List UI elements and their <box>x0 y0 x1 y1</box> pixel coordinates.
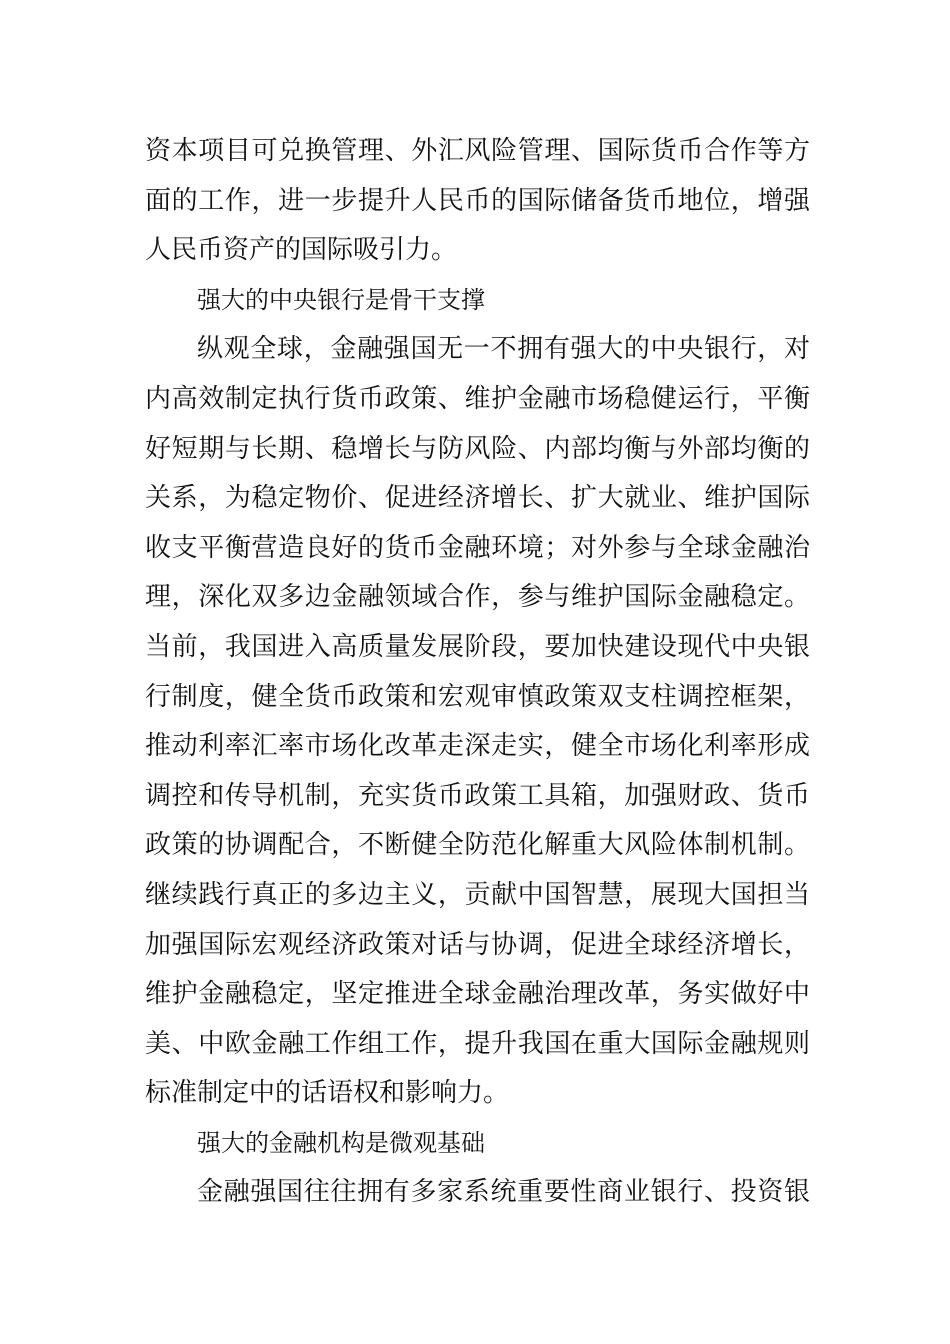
text-line: 加强国际宏观经济政策对话与协调，促进全球经济增长， <box>145 929 810 960</box>
section-heading: 强大的金融机构是微观基础 <box>197 1128 485 1157</box>
document-body <box>145 127 810 1218</box>
text-line: 收支平衡营造良好的货币金融环境；对外参与全球金融治 <box>145 532 810 563</box>
text-line: 人民币资产的国际吸引力。 <box>145 235 458 266</box>
text-line: 推动利率汇率市场化改革走深走实，健全市场化利率形成 <box>145 731 810 762</box>
text-line: 行制度，健全货币政策和宏观审慎政策双支柱调控框架， <box>145 681 810 712</box>
text-line: 标准制定中的话语权和影响力。 <box>145 1078 510 1109</box>
text-line: 继续践行真正的多边主义，贡献中国智慧，展现大国担当 <box>145 879 810 910</box>
text-line: 纵观全球，金融强国无一不拥有强大的中央银行，对 <box>197 334 810 365</box>
text-line: 政策的协调配合，不断健全防范化解重大风险体制机制。 <box>145 830 810 861</box>
text-line: 内高效制定执行货币政策、维护金融市场稳健运行，平衡 <box>145 383 810 414</box>
text-line: 金融强国往往拥有多家系统重要性商业银行、投资银 <box>197 1177 810 1208</box>
text-line: 维护金融稳定，坚定推进全球金融治理改革，务实做好中 <box>145 979 810 1010</box>
section-heading: 强大的中央银行是骨干支撑 <box>197 285 485 314</box>
text-line: 美、中欧金融工作组工作，提升我国在重大国际金融规则 <box>145 1028 810 1059</box>
text-line: 当前，我国进入高质量发展阶段，要加快建设现代中央银 <box>145 631 810 662</box>
text-line: 理，深化双多边金融领域合作，参与维护国际金融稳定。 <box>145 582 810 613</box>
text-line: 资本项目可兑换管理、外汇风险管理、国际货币合作等方 <box>145 136 810 166</box>
text-line: 关系，为稳定物价、促进经济增长、扩大就业、维护国际 <box>145 483 810 514</box>
text-line: 好短期与长期、稳增长与防风险、内部均衡与外部均衡的 <box>145 433 810 464</box>
text-line: 调控和传导机制，充实货币政策工具箱，加强财政、货币 <box>145 780 810 811</box>
text-line: 面的工作，进一步提升人民币的国际储备货币地位，增强 <box>145 185 810 216</box>
